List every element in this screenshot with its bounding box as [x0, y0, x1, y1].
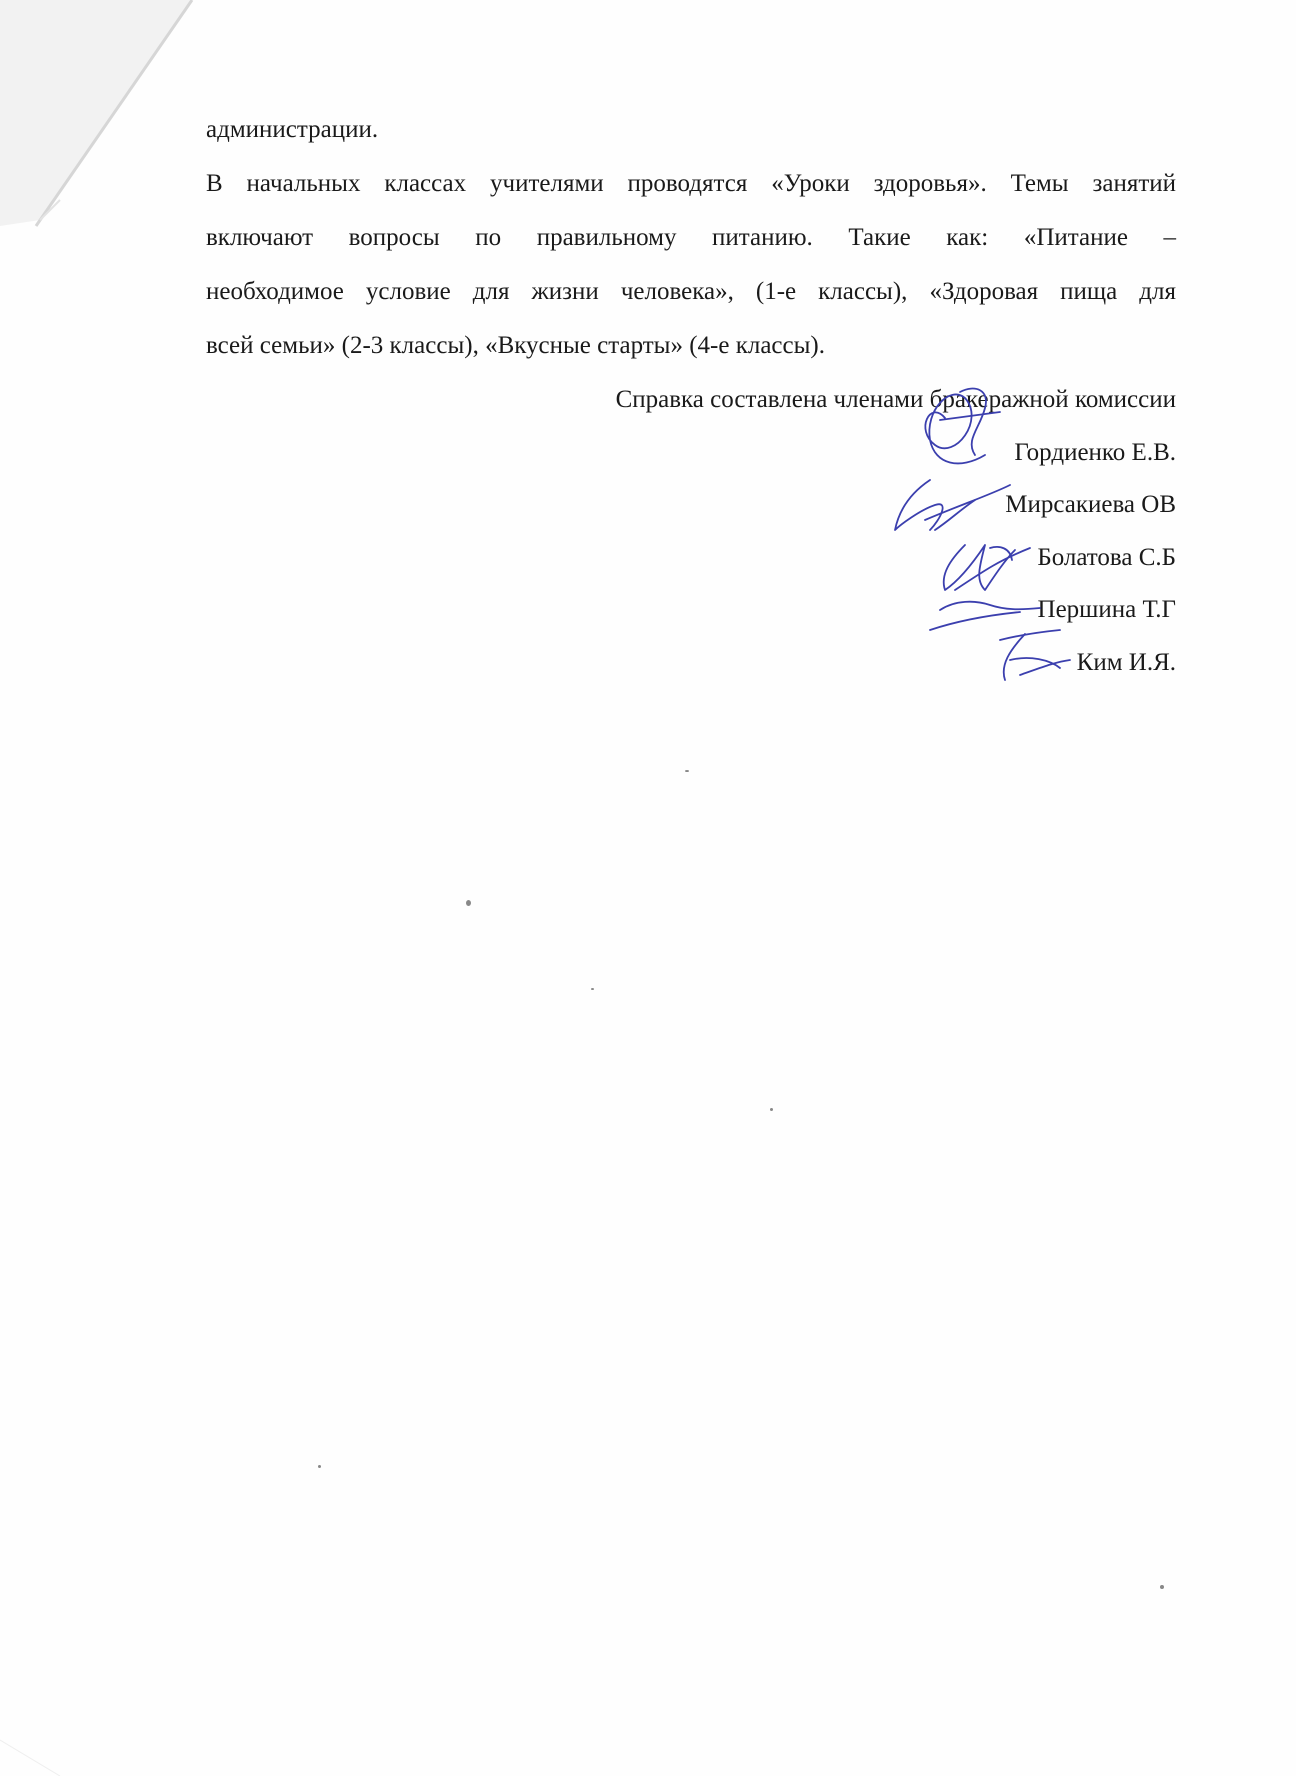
body-text — [206, 108, 1176, 378]
member-mirsakieva: Мирсакиева ОВ — [1005, 491, 1176, 518]
body-line-2: В начальных классах учителями проводятся «Уроки здоровья». Темы занятий — [206, 170, 1176, 197]
member-bolatova: Болатова С.Б — [1037, 543, 1176, 571]
scan-speck — [770, 1108, 773, 1111]
scan-speck — [685, 770, 689, 772]
body-line-1: администрации. — [206, 116, 379, 143]
signoff-intro: Справка составлена членами бракеражной комиссии — [615, 386, 1176, 413]
scan-speck — [1160, 1585, 1164, 1589]
scan-speck — [591, 988, 594, 990]
body-line-4: необходимое условие для жизни человека», (1-е классы), «Здоровая пища для — [206, 278, 1176, 305]
member-pershina: Першина Т.Г — [1037, 596, 1176, 623]
body-line-3: включают вопросы по правильному питанию. Такие как: «Питание – — [206, 224, 1176, 251]
member-kim: Ким И.Я. — [1076, 648, 1176, 676]
scan-speck — [318, 1465, 321, 1468]
signoff-block — [616, 378, 1176, 693]
body-line-5: всей семьи» (2-3 классы), «Вкусные старты» (4-е классы). — [206, 332, 825, 359]
member-gordienko: Гордиенко Е.В. — [1014, 438, 1176, 466]
scan-speck — [466, 900, 471, 906]
